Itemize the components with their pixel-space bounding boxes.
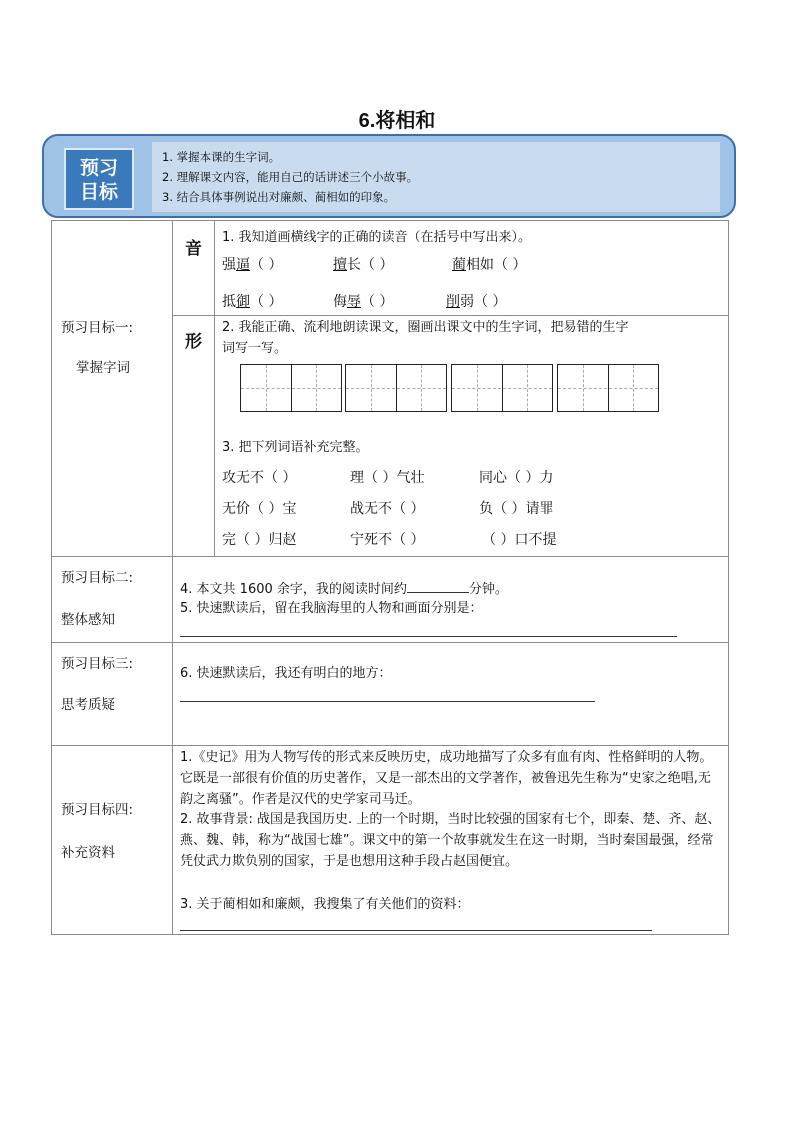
answer-line[interactable] xyxy=(180,701,595,702)
reading-time-blank[interactable] xyxy=(407,578,469,593)
row-divider xyxy=(51,642,729,643)
question-3: 3. 把下列词语补充完整。 xyxy=(222,440,369,455)
fill-item: 攻无不（ ） xyxy=(222,470,297,486)
objectives-banner xyxy=(42,134,736,218)
badge-line-1: 预习 xyxy=(79,157,118,179)
writing-grid[interactable] xyxy=(451,364,553,412)
section3-label: 预习目标三: xyxy=(61,656,134,672)
section4-label: 预习目标四: xyxy=(61,802,134,818)
row-divider xyxy=(51,556,729,557)
badge-line-2: 目标 xyxy=(79,181,118,203)
fill-item: 无价（ ）宝 xyxy=(222,501,297,517)
answer-line[interactable] xyxy=(180,930,652,931)
objective-item: 3. 结合具体事例说出对廉颇、蔺相如的印象。 xyxy=(162,190,396,204)
pinyin-item: 蔺相如（ ） xyxy=(452,257,527,273)
pinyin-item: 侮辱（ ） xyxy=(333,294,394,310)
section4-sublabel: 补充资料 xyxy=(61,845,115,861)
row-divider xyxy=(172,315,729,316)
fill-item: 负（ ）请罪 xyxy=(479,501,554,517)
objectives-badge xyxy=(64,148,134,210)
fill-item: （ ）口不提 xyxy=(482,532,557,548)
objective-item: 2. 理解课文内容，能用自己的话讲述三个小故事。 xyxy=(162,170,419,184)
question-1: 1. 我知道画横线字的正确的读音（在括号中写出来）。 xyxy=(222,230,532,245)
question-4: 4. 本文共 1600 余字，我的阅读时间约 分钟。 xyxy=(180,578,508,600)
objectives-list xyxy=(152,142,720,212)
fill-item: 战无不（ ） xyxy=(350,501,425,517)
objective-item: 1. 掌握本课的生字词。 xyxy=(162,150,281,164)
row-divider xyxy=(51,745,729,746)
fill-item: 完（ ）归赵 xyxy=(222,532,297,548)
pinyin-item: 强逼（ ） xyxy=(222,257,283,273)
pinyin-item: 削弱（ ） xyxy=(446,294,507,310)
resource-paragraph-1: 1.《史记》用为人物写传的形式来反映历史，成功地描写了众多有血有肉、性格鲜明的人物。它既是一部很有价值的历史著作，又是一部杰出的文学著作，被鲁迅先生称为“史家之绝唱,无韵之离骚”。作者是汉代的史学家司马迁。 xyxy=(180,750,713,807)
question-2-cont: 词写一写。 xyxy=(222,341,288,356)
xing-label: 形 xyxy=(185,332,202,352)
writing-grid[interactable] xyxy=(557,364,659,412)
resource-paragraph-2: 2. 故事背景: 战国是我国历史. 上的一个时期，当时比较强的国家有七个，即秦、楚、齐、赵、燕、魏、韩，称为“战国七雄”。课文中的第一个故事就发生在这一时期，当时秦国最强，经常凭仗武力欺负别的国家，于是也想用这种手段占赵国便宜。 xyxy=(180,812,721,869)
writing-grid[interactable] xyxy=(345,364,447,412)
fill-item: 理（ ）气壮 xyxy=(350,470,425,486)
pinyin-item: 擅长（ ） xyxy=(333,257,394,273)
section2-label: 预习目标二: xyxy=(61,570,134,586)
answer-line[interactable] xyxy=(180,636,677,637)
fill-item: 同心（ ）力 xyxy=(479,470,554,486)
question-6: 6. 快速默读后，我还有明白的地方： xyxy=(180,666,392,681)
writing-grid[interactable] xyxy=(240,364,342,412)
question-2: 2. 我能正确、流利地朗读课文，圈画出课文中的生字词，把易错的生字 xyxy=(222,320,629,335)
resource-paragraph-3: 3. 关于蔺相如和廉颇，我搜集了有关他们的资料： xyxy=(180,897,470,912)
column-divider xyxy=(172,220,173,935)
section2-sublabel: 整体感知 xyxy=(61,612,115,628)
column-divider xyxy=(214,220,215,556)
page-title: 6.将相和 xyxy=(358,110,436,132)
section1-sublabel: 掌握字词 xyxy=(76,360,130,376)
section1-label: 预习目标一: xyxy=(61,320,134,336)
pinyin-item: 抵御（ ） xyxy=(222,294,283,310)
fill-item: 宁死不（ ） xyxy=(350,532,425,548)
question-5: 5. 快速默读后，留在我脑海里的人物和画面分别是： xyxy=(180,601,483,616)
section3-sublabel: 思考质疑 xyxy=(61,697,115,713)
yin-label: 音 xyxy=(185,239,202,259)
